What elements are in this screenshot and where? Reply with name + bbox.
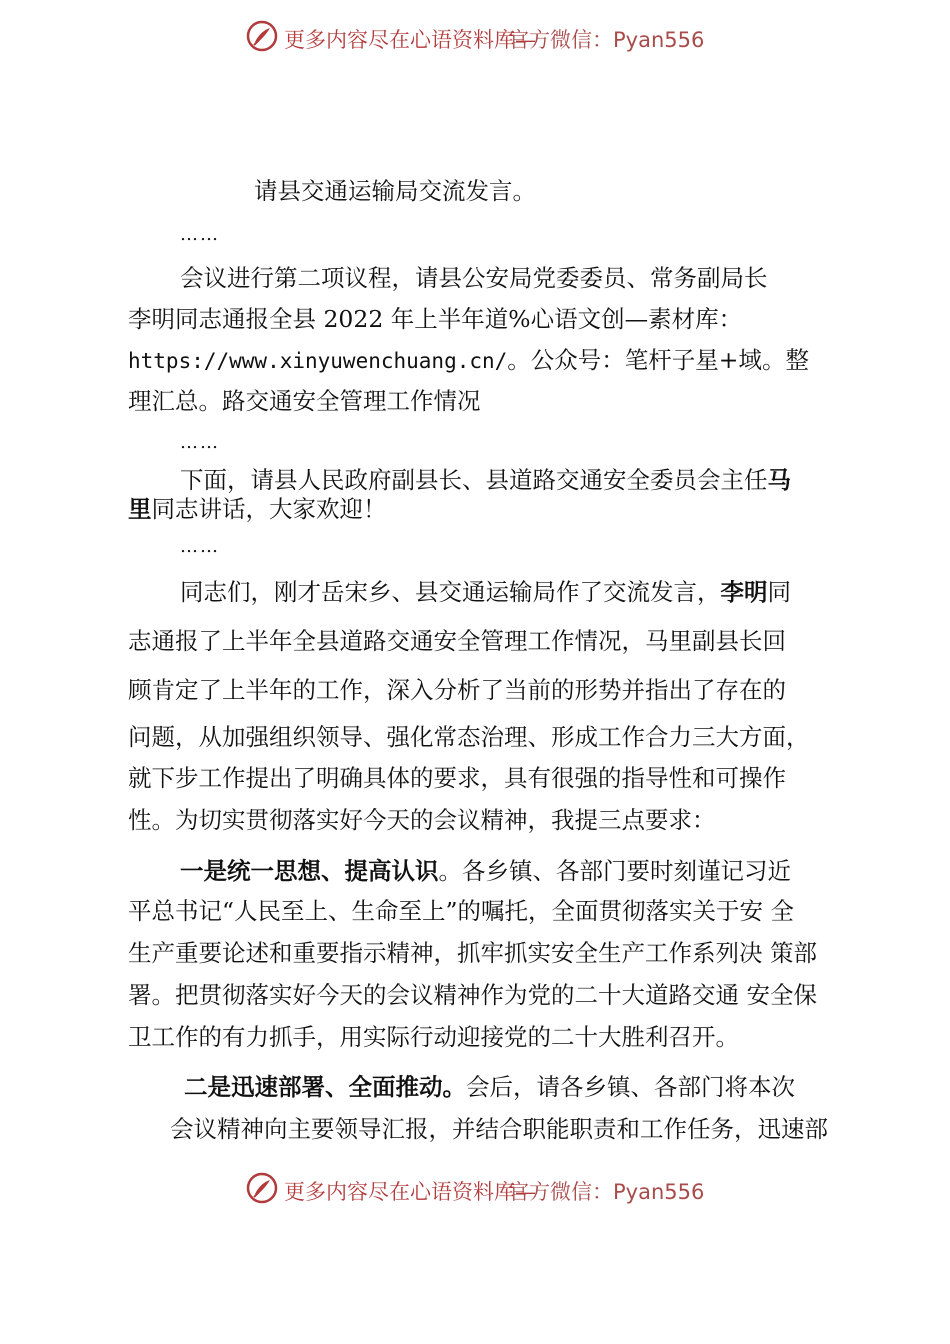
ellipsis: …… [180, 432, 220, 453]
quill-seal-icon [246, 1172, 278, 1204]
watermark-banner-top [0, 16, 950, 56]
paragraph-line [128, 345, 809, 376]
paragraph-text: 同 [767, 578, 791, 606]
paragraph-line: 卫工作的有力抓手，用实际行动迎接党的二十大胜利召开。 [128, 1023, 739, 1051]
paragraph-line: 性。为切实贯彻落实好今天的会议精神，我提三点要求： [128, 806, 716, 834]
paragraph-line: 顾肯定了上半年的工作，深入分析了当前的形势并指出了存在的 [128, 676, 786, 704]
paragraph-text: 。各乡镇、各部门要时刻谨记习近 [438, 857, 791, 885]
heading-bold: 一是统一思想、提高认识 [180, 857, 439, 885]
paragraph-line: 就下步工作提出了明确具体的要求，具有很强的指导性和可操作 [128, 764, 786, 792]
paragraph-line: 会议精神向主要领导汇报，并结合职能职责和工作任务，迅速部 [170, 1115, 828, 1143]
paragraph-text: 下面，请县人民政府副县长、县道路交通安全委员会主任 [180, 466, 768, 494]
watermark-text: 更多内容尽在心语资料库— [284, 28, 536, 52]
watermark-wechat: 官方微信：Pyan556 [508, 28, 705, 52]
watermark-banner-bottom [0, 1168, 950, 1208]
paragraph-line [128, 494, 387, 524]
paragraph-line [184, 1072, 795, 1102]
name-bold: 里 [128, 495, 152, 523]
paragraph-line: 会议进行第二项议程，请县公安局党委委员、常务副局长 [180, 264, 768, 292]
watermark-text: 更多内容尽在心语资料库— [284, 1180, 536, 1204]
paragraph-line: 李明同志通报全县 2022 年上半年道%心语文创—素材库： [128, 305, 743, 333]
ellipsis: …… [180, 224, 220, 245]
quill-seal-icon [246, 20, 278, 52]
paragraph-line [180, 856, 791, 886]
ellipsis: …… [180, 536, 220, 557]
url-text: https://www.xinyuwenchuang.cn/ [128, 349, 508, 373]
paragraph-line: 请县交通运输局交流发言。 [254, 177, 536, 205]
paragraph-line: 生产重要论述和重要指示精神，抓牢抓实安全生产工作系列决 策部 [128, 939, 817, 967]
paragraph-line: 署。把贯彻落实好今天的会议精神作为党的二十大道路交通 安全保 [128, 981, 817, 1009]
paragraph-text: 。公众号：笔杆子星+域。整 [507, 346, 809, 374]
paragraph-line: 理汇总。路交通安全管理工作情况 [128, 387, 481, 415]
paragraph-line: 问题，从加强组织领导、强化常态治理、形成工作合力三大方面， [128, 723, 810, 751]
paragraph-text: 同志讲话，大家欢迎！ [151, 495, 387, 523]
heading-bold: 二是迅速部署、全面推动。 [184, 1073, 466, 1101]
paragraph-line: 平总书记“人民至上、生命至上”的嘱托，全面贯彻落实关于安 全 [128, 897, 794, 925]
paragraph-text: 同志们，刚才岳宋乡、县交通运输局作了交流发言， [180, 578, 721, 606]
name-bold: 马 [767, 466, 791, 494]
name-bold: 李明 [720, 578, 768, 606]
paragraph-line [180, 465, 791, 495]
paragraph-text: 会后，请各乡镇、各部门将本次 [466, 1073, 795, 1101]
watermark-wechat: 官方微信：Pyan556 [508, 1180, 705, 1204]
paragraph-line [180, 577, 791, 607]
paragraph-line: 志通报了上半年全县道路交通安全管理工作情况，马里副县长回 [128, 627, 786, 655]
